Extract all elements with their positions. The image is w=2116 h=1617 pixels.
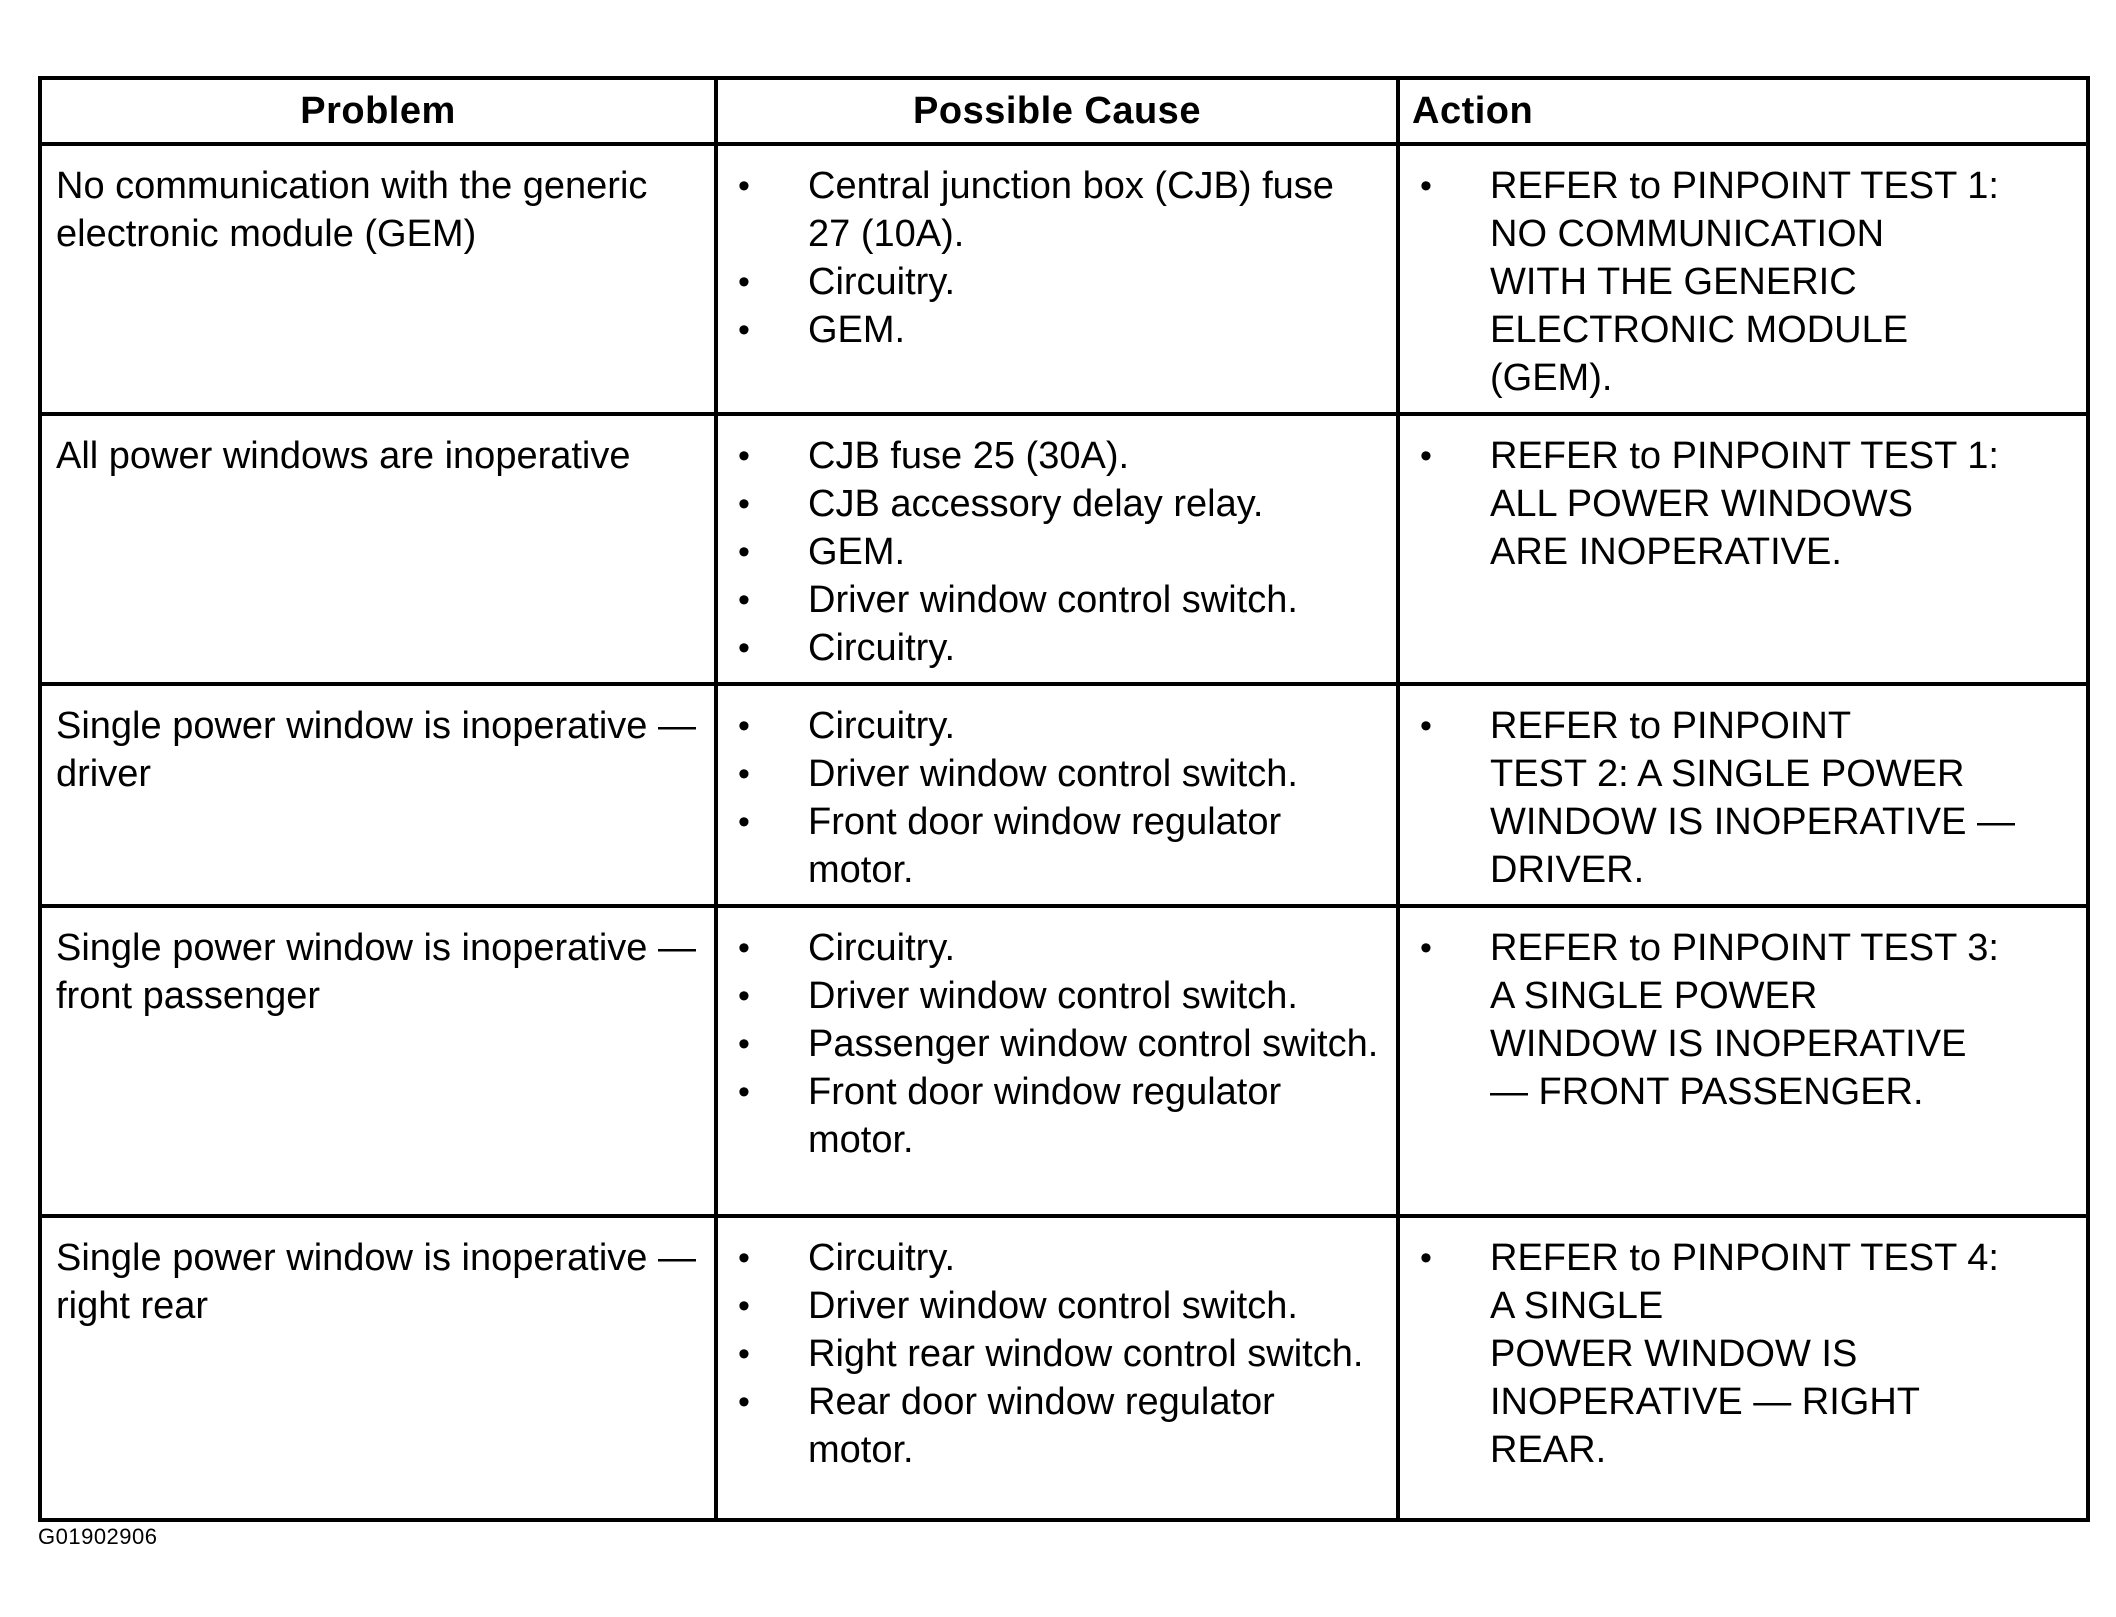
cause-cell [716,684,1398,906]
cause-item: • Central junction box (CJB) fuse 27 (10A). [718,162,1386,258]
cause-item: • Circuitry. [718,624,1386,672]
problem-cell: All power windows are inoperative [40,414,716,684]
action-item: • REFER to PINPOINT TEST 3: A SINGLE POWER WINDOW IS INOPERATIVE — FRONT PASSENGER. [1400,924,2076,1116]
diagnosis-table [38,76,2090,1522]
problem-cell: Single power window is inoperative — driver [40,684,716,906]
action-list [1400,416,2086,586]
cause-cell [716,1216,1398,1520]
cause-item: • Circuitry. [718,702,1386,750]
cause-item: • Front door window regulator motor. [718,1068,1386,1164]
cause-item: • Driver window control switch. [718,1282,1386,1330]
cause-cell [716,414,1398,684]
cause-item: • Circuitry. [718,1234,1386,1282]
cause-list [718,1218,1396,1484]
action-list [1400,686,2086,904]
action-item: • REFER to PINPOINT TEST 4: A SINGLE POWER WINDOW IS INOPERATIVE — RIGHT REAR. [1400,1234,2076,1474]
cause-item: • Right rear window control switch. [718,1330,1386,1378]
cause-list [718,146,1396,364]
cause-item: • Front door window regulator motor. [718,798,1386,894]
header-problem: Problem [40,78,716,144]
table-row [40,414,2088,684]
table-row [40,1216,2088,1520]
cause-list [718,416,1396,682]
cause-item: • CJB accessory delay relay. [718,480,1386,528]
cause-item: • CJB fuse 25 (30A). [718,432,1386,480]
action-list [1400,146,2086,412]
table-row [40,684,2088,906]
cause-list [718,908,1396,1174]
action-item: • REFER to PINPOINT TEST 1: NO COMMUNICATION WITH THE GENERIC ELECTRONIC MODULE (GEM). [1400,162,2076,402]
action-item: • REFER to PINPOINT TEST 2: A SINGLE POWER WINDOW IS INOPERATIVE — DRIVER. [1400,702,2076,894]
action-list [1400,1218,2086,1484]
action-item: • REFER to PINPOINT TEST 1: ALL POWER WINDOWS ARE INOPERATIVE. [1400,432,2076,576]
cause-cell [716,144,1398,414]
cause-item: • Passenger window control switch. [718,1020,1386,1068]
cause-item: • Driver window control switch. [718,972,1386,1020]
cause-item: • GEM. [718,306,1386,354]
action-cell [1398,1216,2088,1520]
problem-cell: No communication with the generic electronic module (GEM) [40,144,716,414]
action-cell [1398,414,2088,684]
header-action: Action [1398,78,2088,144]
action-list [1400,908,2086,1126]
problem-cell: Single power window is inoperative — front passenger [40,906,716,1216]
cause-list [718,686,1396,904]
figure-id: G01902906 [38,1524,158,1549]
cause-item: • Circuitry. [718,924,1386,972]
action-cell [1398,906,2088,1216]
cause-item: • GEM. [718,528,1386,576]
header-possible-cause: Possible Cause [716,78,1398,144]
action-cell [1398,144,2088,414]
cause-item: • Driver window control switch. [718,750,1386,798]
cause-item: • Driver window control switch. [718,576,1386,624]
cause-item: • Circuitry. [718,258,1386,306]
table-row [40,144,2088,414]
header-row [40,78,2088,144]
table-row [40,906,2088,1216]
problem-cell: Single power window is inoperative — right rear [40,1216,716,1520]
cause-cell [716,906,1398,1216]
cause-item: • Rear door window regulator motor. [718,1378,1386,1474]
action-cell [1398,684,2088,906]
